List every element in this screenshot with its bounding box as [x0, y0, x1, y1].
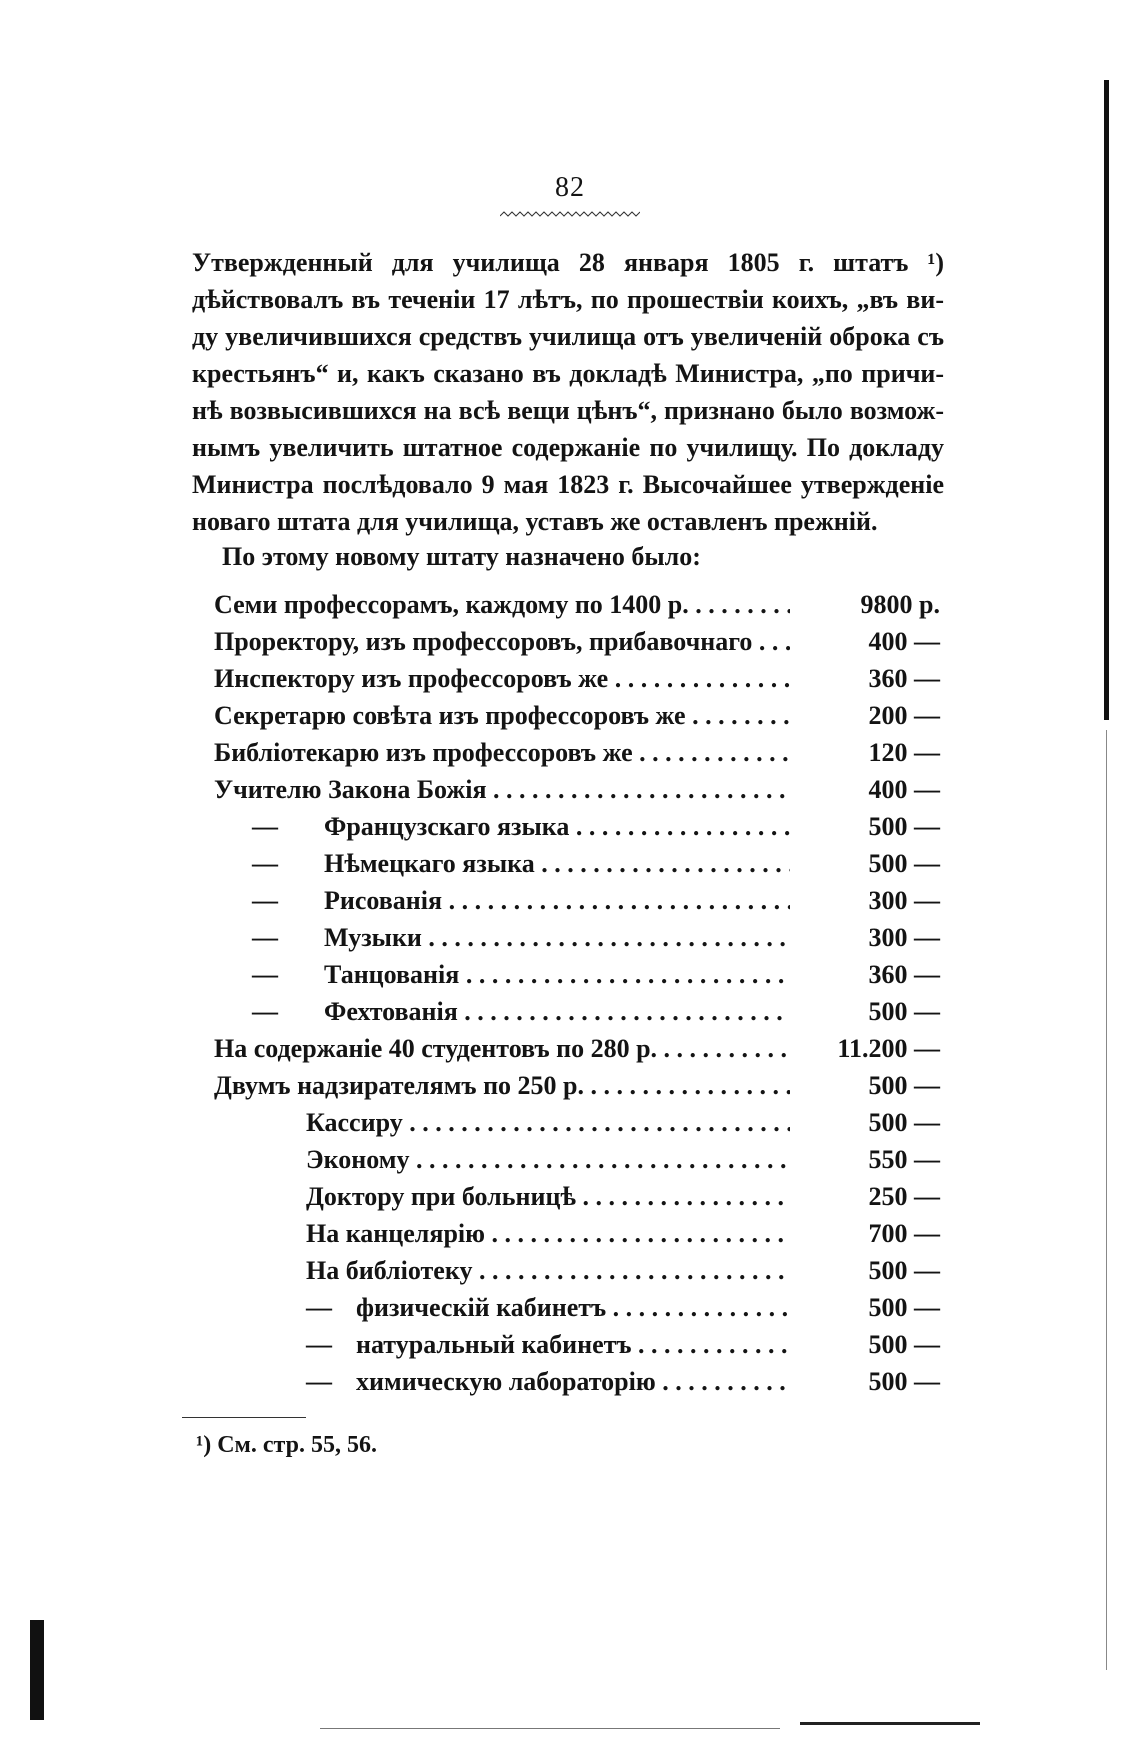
paragraph-line: дѣйствовалъ въ теченіи 17 лѣтъ, по прошествіи коихъ, „въ ви-: [192, 285, 944, 314]
table-row: [214, 1178, 940, 1215]
row-label: Секретарю совѣта изъ профессоровъ же . . .: [214, 697, 790, 734]
row-label: Учителю Закона Божія . . .: [214, 771, 790, 808]
table-row: [214, 586, 940, 623]
row-amount: 9800 р.: [860, 590, 940, 619]
row-amount: 200 —: [868, 701, 940, 730]
table-row: [214, 1363, 940, 1400]
row-amount: 500 —: [868, 997, 940, 1026]
table-row: [214, 660, 940, 697]
paragraph-line: крестьянъ“ и, какъ сказано въ докладѣ Министра, „по причи-: [192, 359, 944, 388]
row-label: Доктору при больницѣ . . .: [306, 1178, 790, 1215]
row-amount: 500 —: [868, 1367, 940, 1396]
table-row: [214, 1215, 940, 1252]
row-label: химическую лабораторію . . .: [356, 1363, 790, 1400]
bottom-scan-rule: [320, 1728, 780, 1729]
table-row: [214, 1104, 940, 1141]
table-row: [214, 808, 940, 845]
table-intro: По этому новому штату назначено было:: [222, 542, 701, 571]
row-label: Семи профессорамъ, каждому по 1400 р. . . .: [214, 586, 790, 623]
row-label: Музыки . . .: [324, 919, 790, 956]
footnote: ¹) См. стр. 55, 56.: [196, 1432, 377, 1458]
ditto-dash: —: [252, 960, 278, 989]
paragraph-line: Утвержденный для училища 28 января 1805 г. штатъ ¹): [192, 248, 944, 277]
row-amount: 500 —: [868, 1071, 940, 1100]
table-row: [214, 1141, 940, 1178]
row-amount: 550 —: [868, 1145, 940, 1174]
ditto-dash: —: [252, 997, 278, 1026]
row-amount: 500 —: [868, 1108, 940, 1137]
paragraph-line: нѣ возвысившихся на всѣ вещи цѣнъ“, признано было возмож-: [192, 396, 944, 425]
ditto-dash: —: [252, 923, 278, 952]
table-row: [214, 1252, 940, 1289]
row-amount: 250 —: [868, 1182, 940, 1211]
row-label: Рисованія . . .: [324, 882, 790, 919]
row-amount: 400 —: [868, 627, 940, 656]
page-number-ornament: [500, 210, 640, 220]
table-row: [214, 1326, 940, 1363]
row-amount: 500 —: [868, 812, 940, 841]
table-row: [214, 1289, 940, 1326]
row-amount: 360 —: [868, 664, 940, 693]
row-label: Танцованія . . .: [324, 956, 790, 993]
ditto-dash: —: [252, 812, 278, 841]
row-amount: 300 —: [868, 923, 940, 952]
row-label: Двумъ надзирателямъ по 250 р. . . .: [214, 1067, 790, 1104]
row-label: Кассиру . . .: [306, 1104, 790, 1141]
paragraph-line: ду увеличившихся средствъ училища отъ увеличеній оброка съ: [192, 322, 944, 351]
row-amount: 500 —: [868, 1293, 940, 1322]
row-amount: 500 —: [868, 849, 940, 878]
footnote-divider: [182, 1417, 306, 1418]
page-edge-right: [1104, 70, 1110, 1670]
row-label: На канцелярію . . .: [306, 1215, 790, 1252]
salary-table: [214, 586, 940, 1400]
row-label: Библіотекарю изъ профессоровъ же . . .: [214, 734, 790, 771]
row-amount: 360 —: [868, 960, 940, 989]
row-amount: 300 —: [868, 886, 940, 915]
row-amount: 120 —: [868, 738, 940, 767]
paragraph-line: Министра послѣдовало 9 мая 1823 г. Высочайшее утвержденіе: [192, 470, 944, 499]
page-number: 82: [555, 172, 585, 203]
ditto-dash: —: [252, 849, 278, 878]
row-amount: 700 —: [868, 1219, 940, 1248]
ditto-dash: —: [306, 1330, 332, 1359]
ditto-dash: —: [306, 1293, 332, 1322]
table-row: [214, 697, 940, 734]
row-label: На содержаніе 40 студентовъ по 280 р. . . .: [214, 1030, 790, 1067]
row-label: Эконому . . .: [306, 1141, 790, 1178]
table-row: [214, 1067, 940, 1104]
row-amount: 500 —: [868, 1256, 940, 1285]
row-label: натуральный кабинетъ . . .: [356, 1326, 790, 1363]
row-amount: 11.200 —: [837, 1034, 940, 1063]
row-label: физическій кабинетъ . . .: [356, 1289, 790, 1326]
table-row: [214, 734, 940, 771]
row-amount: 500 —: [868, 1330, 940, 1359]
row-label: Инспектору изъ профессоровъ же . . .: [214, 660, 790, 697]
table-row: [214, 882, 940, 919]
row-label: На библіотеку . . .: [306, 1252, 790, 1289]
paragraph: [192, 244, 944, 540]
ditto-dash: —: [306, 1367, 332, 1396]
row-label: Нѣмецкаго языка . . .: [324, 845, 790, 882]
row-label: Французскаго языка . . .: [324, 808, 790, 845]
ditto-dash: —: [252, 886, 278, 915]
table-row: [214, 1030, 940, 1067]
table-row: [214, 993, 940, 1030]
page-edge-left: [30, 60, 44, 1620]
table-row: [214, 956, 940, 993]
table-row: [214, 919, 940, 956]
paragraph-line: нымъ увеличить штатное содержаніе по училищу. По докладу: [192, 433, 944, 462]
table-row: [214, 771, 940, 808]
paragraph-line: новаго штата для училища, уставъ же оставленъ прежній.: [192, 507, 878, 536]
table-row: [214, 845, 940, 882]
row-label: Проректору, изъ профессоровъ, прибавочнаго . . .: [214, 623, 790, 660]
row-label: Фехтованія . . .: [324, 993, 790, 1030]
table-row: [214, 623, 940, 660]
row-amount: 400 —: [868, 775, 940, 804]
bottom-scan-rule-dark: [800, 1722, 980, 1725]
